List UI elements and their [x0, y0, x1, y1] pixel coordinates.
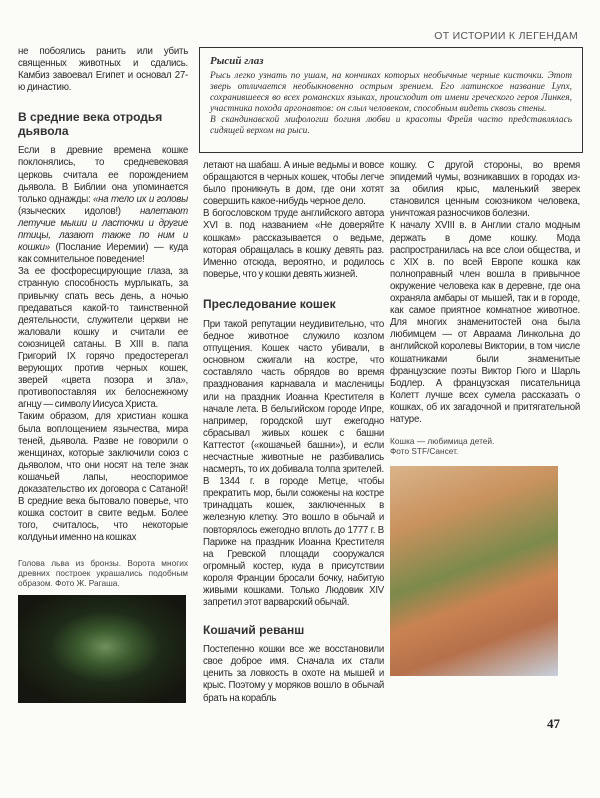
paragraph: За ее фосфоресцирующие глаза, за странную способность мурлыкать, за привычку спать весь день, а ночью предаваться какой-то таинственной деятельности, служители церкви не жаловали кошку и считали ее союзницей сатаны. В XIII в. папа Григорий IX горячо предостерегал верующих против черных кошек, зверей «цвета позора и зла», противопоставляя их белоснежному агнцу — символу Иисуса Христа. [18, 266, 188, 411]
photo-bronze-lion-head [18, 595, 186, 703]
column-3-body [390, 160, 580, 426]
paragraph: При такой репутации неудивительно, что бедное животное служило козлом отпущения. Кошек часто убивали, в основном сжигали на костре, что составляло часть обрядов во время празднования карнавала и масленицы или на праздник Иоанна Крестителя в начале лета. В бельгийском городе Ипре, например, городской шут ежегодно сбрасывал живых кошек с башни Каттестот («кошачьей башни»), и если несчастные животные не разбивались насмерть, то их добивала толпа зрителей. В 1344 г. в городе Метце, чтобы прекратить мор, были сожжены на костре тринадцать кошек, заключенных в железную клетку. Это вошло в обычай и повторялось ежегодно вплоть до 1777 г. В Париже на праздник Иоанна Крестителя на Гревской площади сооружался огромный костер, куда в присутствии короля Франции бросали бочку, набитую живыми кошками. Только Людовик XIV запретил этот варварский обычай. [203, 318, 384, 609]
text: (Послание Иеремии) — куда как сомнительное поведение! [18, 242, 188, 266]
sidebar-title: Рысий глаз [210, 55, 264, 67]
sidebar-box-lynx-eye [199, 47, 583, 153]
photo-girl-with-kitten [390, 466, 558, 676]
page-number: 47 [547, 716, 560, 732]
paragraph: В богословском труде английского автора XVI в. под названием «Не доверяйте кошкам» рассказывается о ведьме, которая обращалась в кошку девять раз. Именно отсюда, вероятно, и родилось поверье, что у кошки девять жизней. [203, 208, 384, 280]
photo-caption-cat: Кошка — любимица детей. Фото STF/Сансет. [390, 436, 495, 457]
paragraph: кошку. С другой стороны, во время эпидемий чумы, возникавших в городах из-за обилия крыс, маленький зверек становился ценным союзником человека, уничтожая разносчиков болезни. [390, 160, 580, 220]
column-2 [203, 160, 384, 705]
column-1-intro [18, 46, 188, 94]
paragraph: Постепенно кошки все же восстановили свое доброе имя. Сначала их стали ценить за ловкость в охоте на мышей и крыс. Поэтому у моряков вошло в обычай брать на корабль [203, 644, 384, 704]
paragraph: К началу XVIII в. в Англии стало модным держать в доме кошку. Мода распространилась на все слои общества, и с XIX в. по всей Европе кошка как полноправный член вошла в привычное окружение человека как в деревне, где она охраняла амбары от мышей, так и в городе, как самое приятное комнатное животное. Для многих знаменитостей она была любимцем — от Авраама Линкольна до английской королевы Виктории, в том числе кошатниками были знаменитые французские поэты Виктор Гюго и Шарль Бодлер. А французская писательница Колетт лучше всех сумела рассказать о кошках, об их загадочной и притягательной натуре. [390, 220, 580, 425]
column-3 [390, 160, 580, 732]
section-heading-middle-ages: В средние века отродья дьявола [18, 110, 163, 139]
column-2-top [203, 160, 384, 281]
paragraph: Таким образом, для христиан кошка была воплощением язычества, мира теней, дьявола. Разве не говорили о женщинах, которые заключили союз с дьяволом, что они носят на теле знак кошачьей лапы, неоспоримое доказательство их договора с Сатаной! В средние века бытовало поверье, что кошка состоит в свите ведьм. Более того, считалось, что некоторые колдуньи именно на кошках [18, 411, 188, 544]
running-title: ОТ ИСТОРИИ К ЛЕГЕНДАМ [434, 30, 578, 42]
sidebar-paragraph: Рысь легко узнать по ушам, на кончиках которых необычные черные кисточки. Этот зверь отличается необыкновенно острым зрением. Его латинское название Lynx, сохранившееся во всех романских языках, происходит от имени греческого героя Линкея, участника похода аргонавтов: он слыл человеком, способным видеть сквозь стены. [210, 71, 572, 114]
column-1-body [18, 145, 188, 544]
section-heading-revenge: Кошачий реванш [203, 623, 305, 638]
paragraph [18, 145, 188, 266]
quote: «на тело их и головы [93, 193, 188, 205]
photo-caption-lion: Голова льва из бронзы. Ворота многих древних построек украшались подобным образом. Фото Ж. Рагаша. [18, 558, 188, 589]
intro-paragraph: не побоялись ранить или убить священных животных и сдались. Камбиз завоевал Египет и основал 27-ю династию. [18, 46, 188, 94]
quote: налетают летучие мыши и ласточки и другие птицы, лазают также по ним и кошки» [18, 205, 188, 254]
column-2-middle [203, 319, 384, 609]
paragraph: летают на шабаш. А иные ведьмы и вовсе обращаются в черных кошек, чтобы легче было проникнуть в дом, где они хотят совершить какое-нибудь черное дело. [203, 160, 384, 208]
sidebar-paragraph: В скандинавской мифологии богиня любви и красоты Фрейя часто представлялась сидящей верхом на рыси. [210, 115, 572, 136]
column-1 [18, 46, 188, 703]
text: Если в древние времена кошке поклонялись, то средневековая церковь считала ее порождением дьявола. В Библии она упоминается только однажды: [18, 145, 188, 205]
text: (языческих идолов!) [18, 205, 140, 217]
column-2-bottom [203, 644, 384, 704]
section-heading-persecution: Преследование кошек [203, 296, 336, 311]
